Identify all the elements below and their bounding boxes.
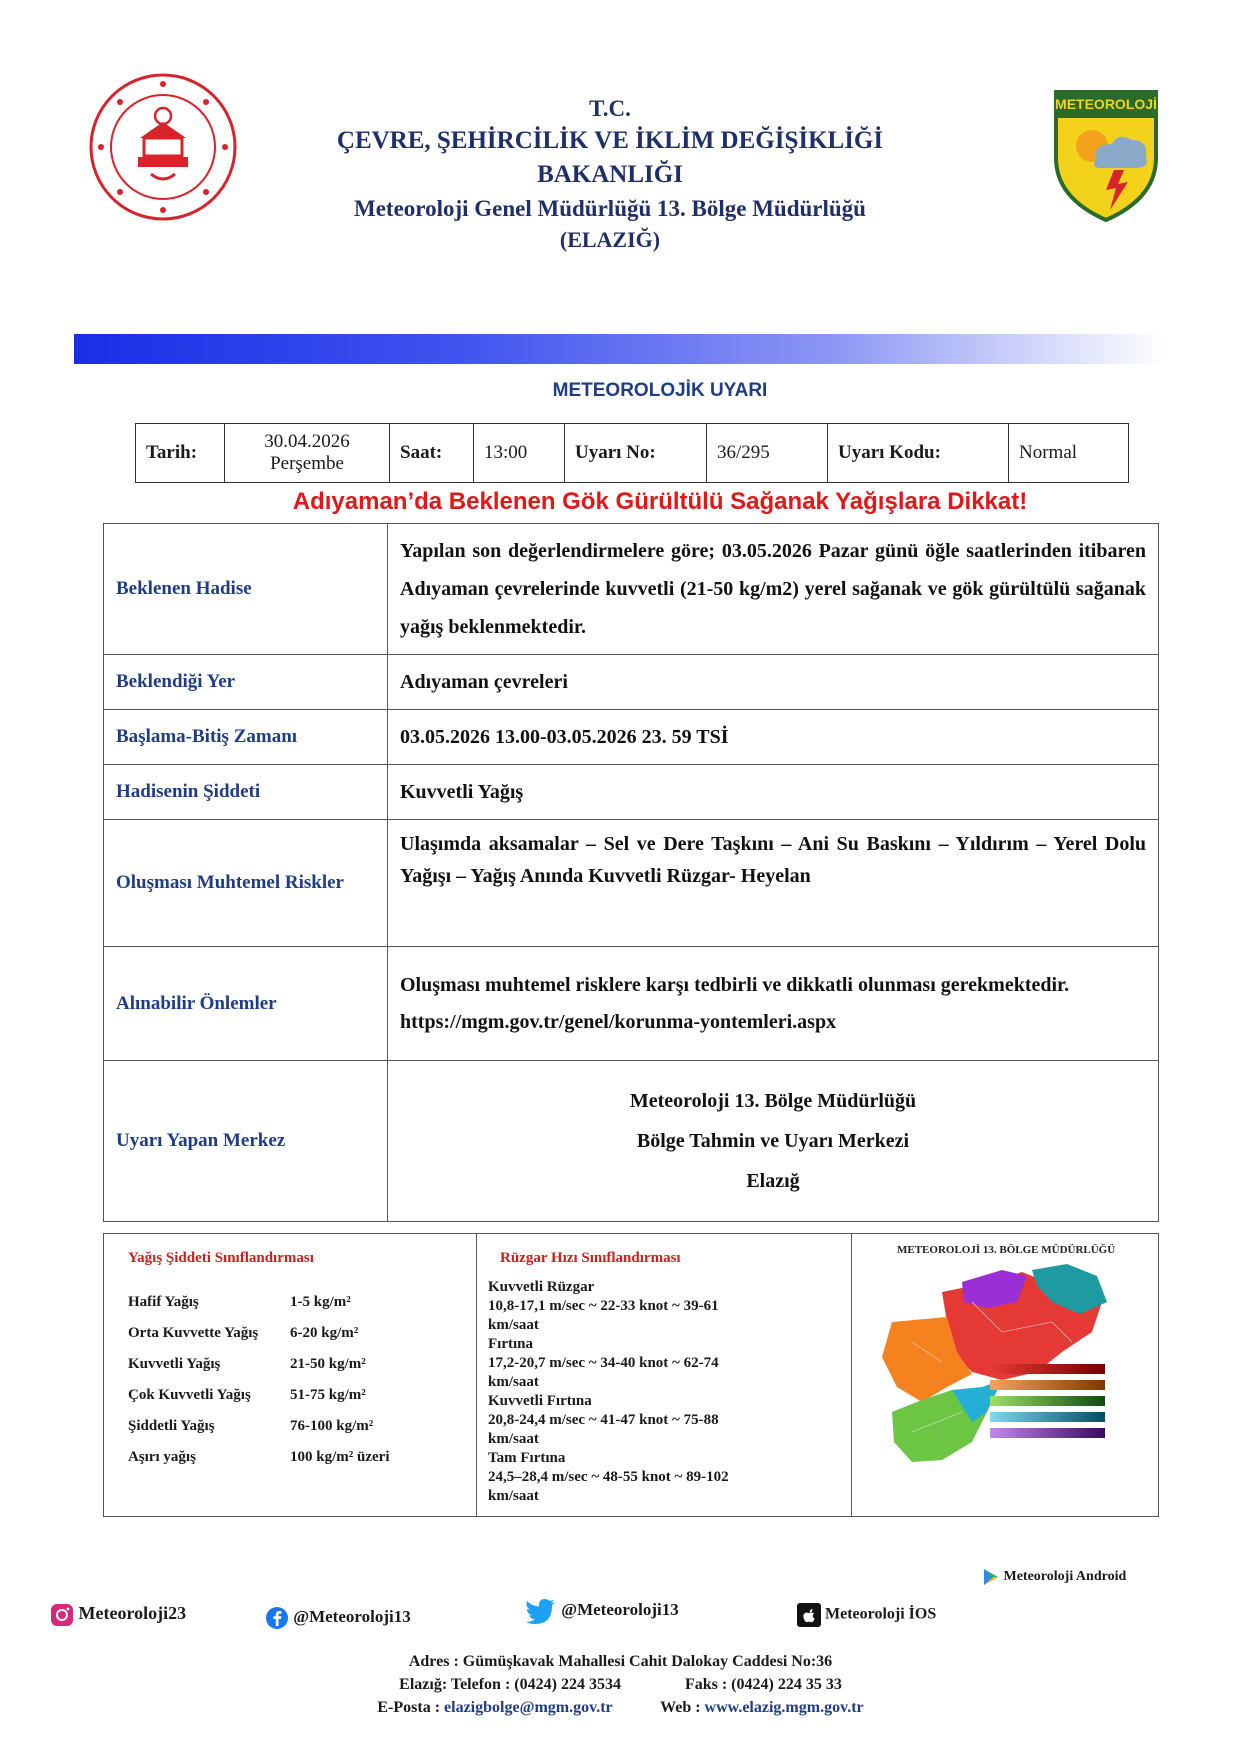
email-web-line <box>0 1696 1241 1719</box>
warning-no-label: Uyarı No: <box>565 424 707 483</box>
period-value: 03.05.2026 13.00-03.05.2026 23. 59 TSİ <box>388 710 1159 765</box>
warning-code-value: Normal <box>1009 424 1129 483</box>
web-link[interactable]: www.elazig.mgm.gov.tr <box>704 1699 864 1716</box>
instagram-link[interactable] <box>50 1603 186 1627</box>
map-title: METEOROLOJİ 13. BÖLGE MÜDÜRLÜĞÜ <box>897 1244 1116 1256</box>
rain-class-row: Orta Kuvvette Yağış 6-20 kg/m² <box>128 1325 359 1341</box>
wind-class-range: 17,2-20,7 m/sec ~ 34-40 knot ~ 62-74 km/saat <box>488 1355 719 1390</box>
header-ministry-2: BAKANLIĞI <box>537 161 683 188</box>
wind-class-range: 10,8-17,1 m/sec ~ 22-33 knot ~ 39-61 km/saat <box>488 1298 719 1333</box>
meteoroloji-logo <box>1052 88 1160 224</box>
header-directorate: Meteoroloji Genel Müdürlüğü 13. Bölge Müdürlüğü <box>354 196 866 221</box>
center-label: Uyarı Yapan Merkez <box>104 1061 388 1222</box>
measures-cell <box>388 947 1159 1061</box>
wind-class-name: Kuvvetli Fırtına <box>488 1393 592 1409</box>
web-label: Web : <box>660 1699 701 1716</box>
instagram-icon <box>50 1603 74 1627</box>
center-cell <box>388 1061 1159 1222</box>
risks-value: Ulaşımda aksamalar – Sel ve Dere Taşkını – Ani Su Baskını – Yıldırım – Yerel Dolu Yağışı – Yağış Anında Kuvvetli Rüzgar- Heyelan <box>388 820 1159 947</box>
measures-label: Alınabilir Önlemler <box>104 947 388 1061</box>
header-tc: T.C. <box>589 96 631 121</box>
android-label: Meteoroloji Android <box>1003 1569 1127 1585</box>
risks-label: Oluşması Muhtemel Riskler <box>104 820 388 947</box>
place-value: Adıyaman çevreleri <box>388 655 1159 710</box>
header-ministry: ÇEVRE, ŞEHİRCİLİK VE İKLİM DEĞİŞİKLİĞİ <box>336 127 884 154</box>
event-value: Yapılan son değerlendirmelere göre; 03.05.2026 Pazar günü öğle saatlerinden itibaren Adıyaman çevrelerinde kuvvetli (21-50 kg/m2) yerel sağanak ve gök gürültülü sağanak yağış beklenmektedir. <box>388 524 1159 655</box>
fax: Faks : (0424) 224 35 33 <box>684 1676 842 1693</box>
period-label: Başlama-Bitiş Zamanı <box>104 710 388 765</box>
warning-code-label: Uyarı Kodu: <box>828 424 1009 483</box>
email-link[interactable]: elazigbolge@mgm.gov.tr <box>444 1699 613 1716</box>
warning-no-value: 36/295 <box>707 424 828 483</box>
time-label: Saat: <box>390 424 474 483</box>
severity-value: Kuvvetli Yağış <box>388 765 1159 820</box>
day-value: Perşembe <box>270 453 344 474</box>
wind-class-list <box>488 1278 768 1506</box>
facebook-icon <box>265 1606 289 1630</box>
rain-class-row: Aşırı yağış 100 kg/m² üzeri <box>128 1449 390 1465</box>
rain-class-title: Yağış Şiddeti Sınıflandırması <box>128 1250 314 1266</box>
wind-class-name: Kuvvetli Rüzgar <box>488 1279 595 1295</box>
wind-class-name: Fırtına <box>488 1336 533 1352</box>
map-color-scale <box>990 1364 1105 1444</box>
apple-icon <box>797 1603 821 1627</box>
header-gradient-band <box>74 334 1166 364</box>
scale-bar-purple <box>990 1428 1105 1438</box>
center-line-1: Meteoroloji 13. Bölge Müdürlüğü <box>629 1090 917 1112</box>
scale-bar-orange <box>990 1380 1105 1390</box>
scale-bar-red <box>990 1364 1105 1374</box>
document-title: METEOROLOJİK UYARI <box>552 380 768 401</box>
ministry-seal-logo <box>88 72 238 222</box>
rain-class-row: Çok Kuvvetli Yağış 51-75 kg/m² <box>128 1387 366 1403</box>
ios-label: Meteoroloji İOS <box>825 1605 937 1623</box>
wind-class-range: 24,5–28,4 m/sec ~ 48-55 knot ~ 89-102 km/saat <box>488 1469 729 1504</box>
measures-link[interactable]: https://mgm.gov.tr/genel/korunma-yontemleri.aspx <box>400 1010 837 1033</box>
phone-fax-line <box>0 1673 1241 1696</box>
address-line: Adres : Gümüşkavak Mahallesi Cahit Dalokay Caddesi No:36 <box>408 1653 833 1670</box>
severity-label: Hadisenin Şiddeti <box>104 765 388 820</box>
header-city: (ELAZIĞ) <box>559 227 661 252</box>
phone: Elazığ: Telefon : (0424) 224 3534 <box>399 1676 621 1693</box>
center-line-2: Bölge Tahmin ve Uyarı Merkezi <box>636 1130 910 1152</box>
date-label: Tarih: <box>136 424 225 483</box>
rain-class-row: Şiddetli Yağış 76-100 kg/m² <box>128 1418 374 1434</box>
date-cell <box>225 424 390 483</box>
ios-link[interactable] <box>797 1603 936 1627</box>
warning-info-table <box>135 423 1129 483</box>
meteoroloji-logo-text: METEOROLOJİ <box>1055 96 1157 112</box>
time-value: 13:00 <box>474 424 565 483</box>
email-label: E-Posta : <box>377 1699 441 1716</box>
date-value: 30.04.2026 <box>264 431 350 452</box>
measures-value: Oluşması muhtemel risklere karşı tedbirli ve dikkatli olunması gerekmektedir. <box>400 973 1070 996</box>
facebook-handle: @Meteoroloji13 <box>293 1606 411 1626</box>
android-link[interactable] <box>982 1568 1126 1586</box>
center-line-3: Elazığ <box>746 1170 800 1192</box>
facebook-link[interactable] <box>265 1606 411 1630</box>
place-label: Beklendiği Yer <box>104 655 388 710</box>
rain-class-row: Kuvvetli Yağış 21-50 kg/m² <box>128 1356 366 1372</box>
instagram-handle: Meteoroloji23 <box>78 1603 187 1624</box>
event-label: Beklenen Hadise <box>104 524 388 655</box>
rain-classification <box>104 1234 477 1516</box>
letterhead <box>280 94 940 254</box>
twitter-link[interactable] <box>525 1598 679 1624</box>
twitter-icon <box>525 1598 557 1624</box>
rain-class-row: Hafif Yağış 1-5 kg/m² <box>128 1294 351 1310</box>
twitter-handle: @Meteoroloji13 <box>561 1599 679 1619</box>
wind-class-range: 20,8-24,4 m/sec ~ 41-47 knot ~ 75-88 km/saat <box>488 1412 719 1447</box>
region-map <box>852 1234 1158 1516</box>
warning-headline: Adıyaman’da Beklenen Gök Gürültülü Sağanak Yağışlara Dikkat! <box>292 488 1028 515</box>
footer-address-block <box>0 1650 1241 1719</box>
google-play-icon <box>982 1568 1000 1586</box>
classification-box <box>103 1233 1159 1517</box>
warning-details-table <box>103 523 1159 1222</box>
wind-classification <box>476 1234 852 1516</box>
wind-class-name: Tam Fırtına <box>488 1450 566 1466</box>
scale-bar-blue <box>990 1412 1105 1422</box>
wind-class-title: Rüzgar Hızı Sınıflandırması <box>500 1250 681 1266</box>
scale-bar-green <box>990 1396 1105 1406</box>
rain-class-list <box>128 1294 390 1480</box>
